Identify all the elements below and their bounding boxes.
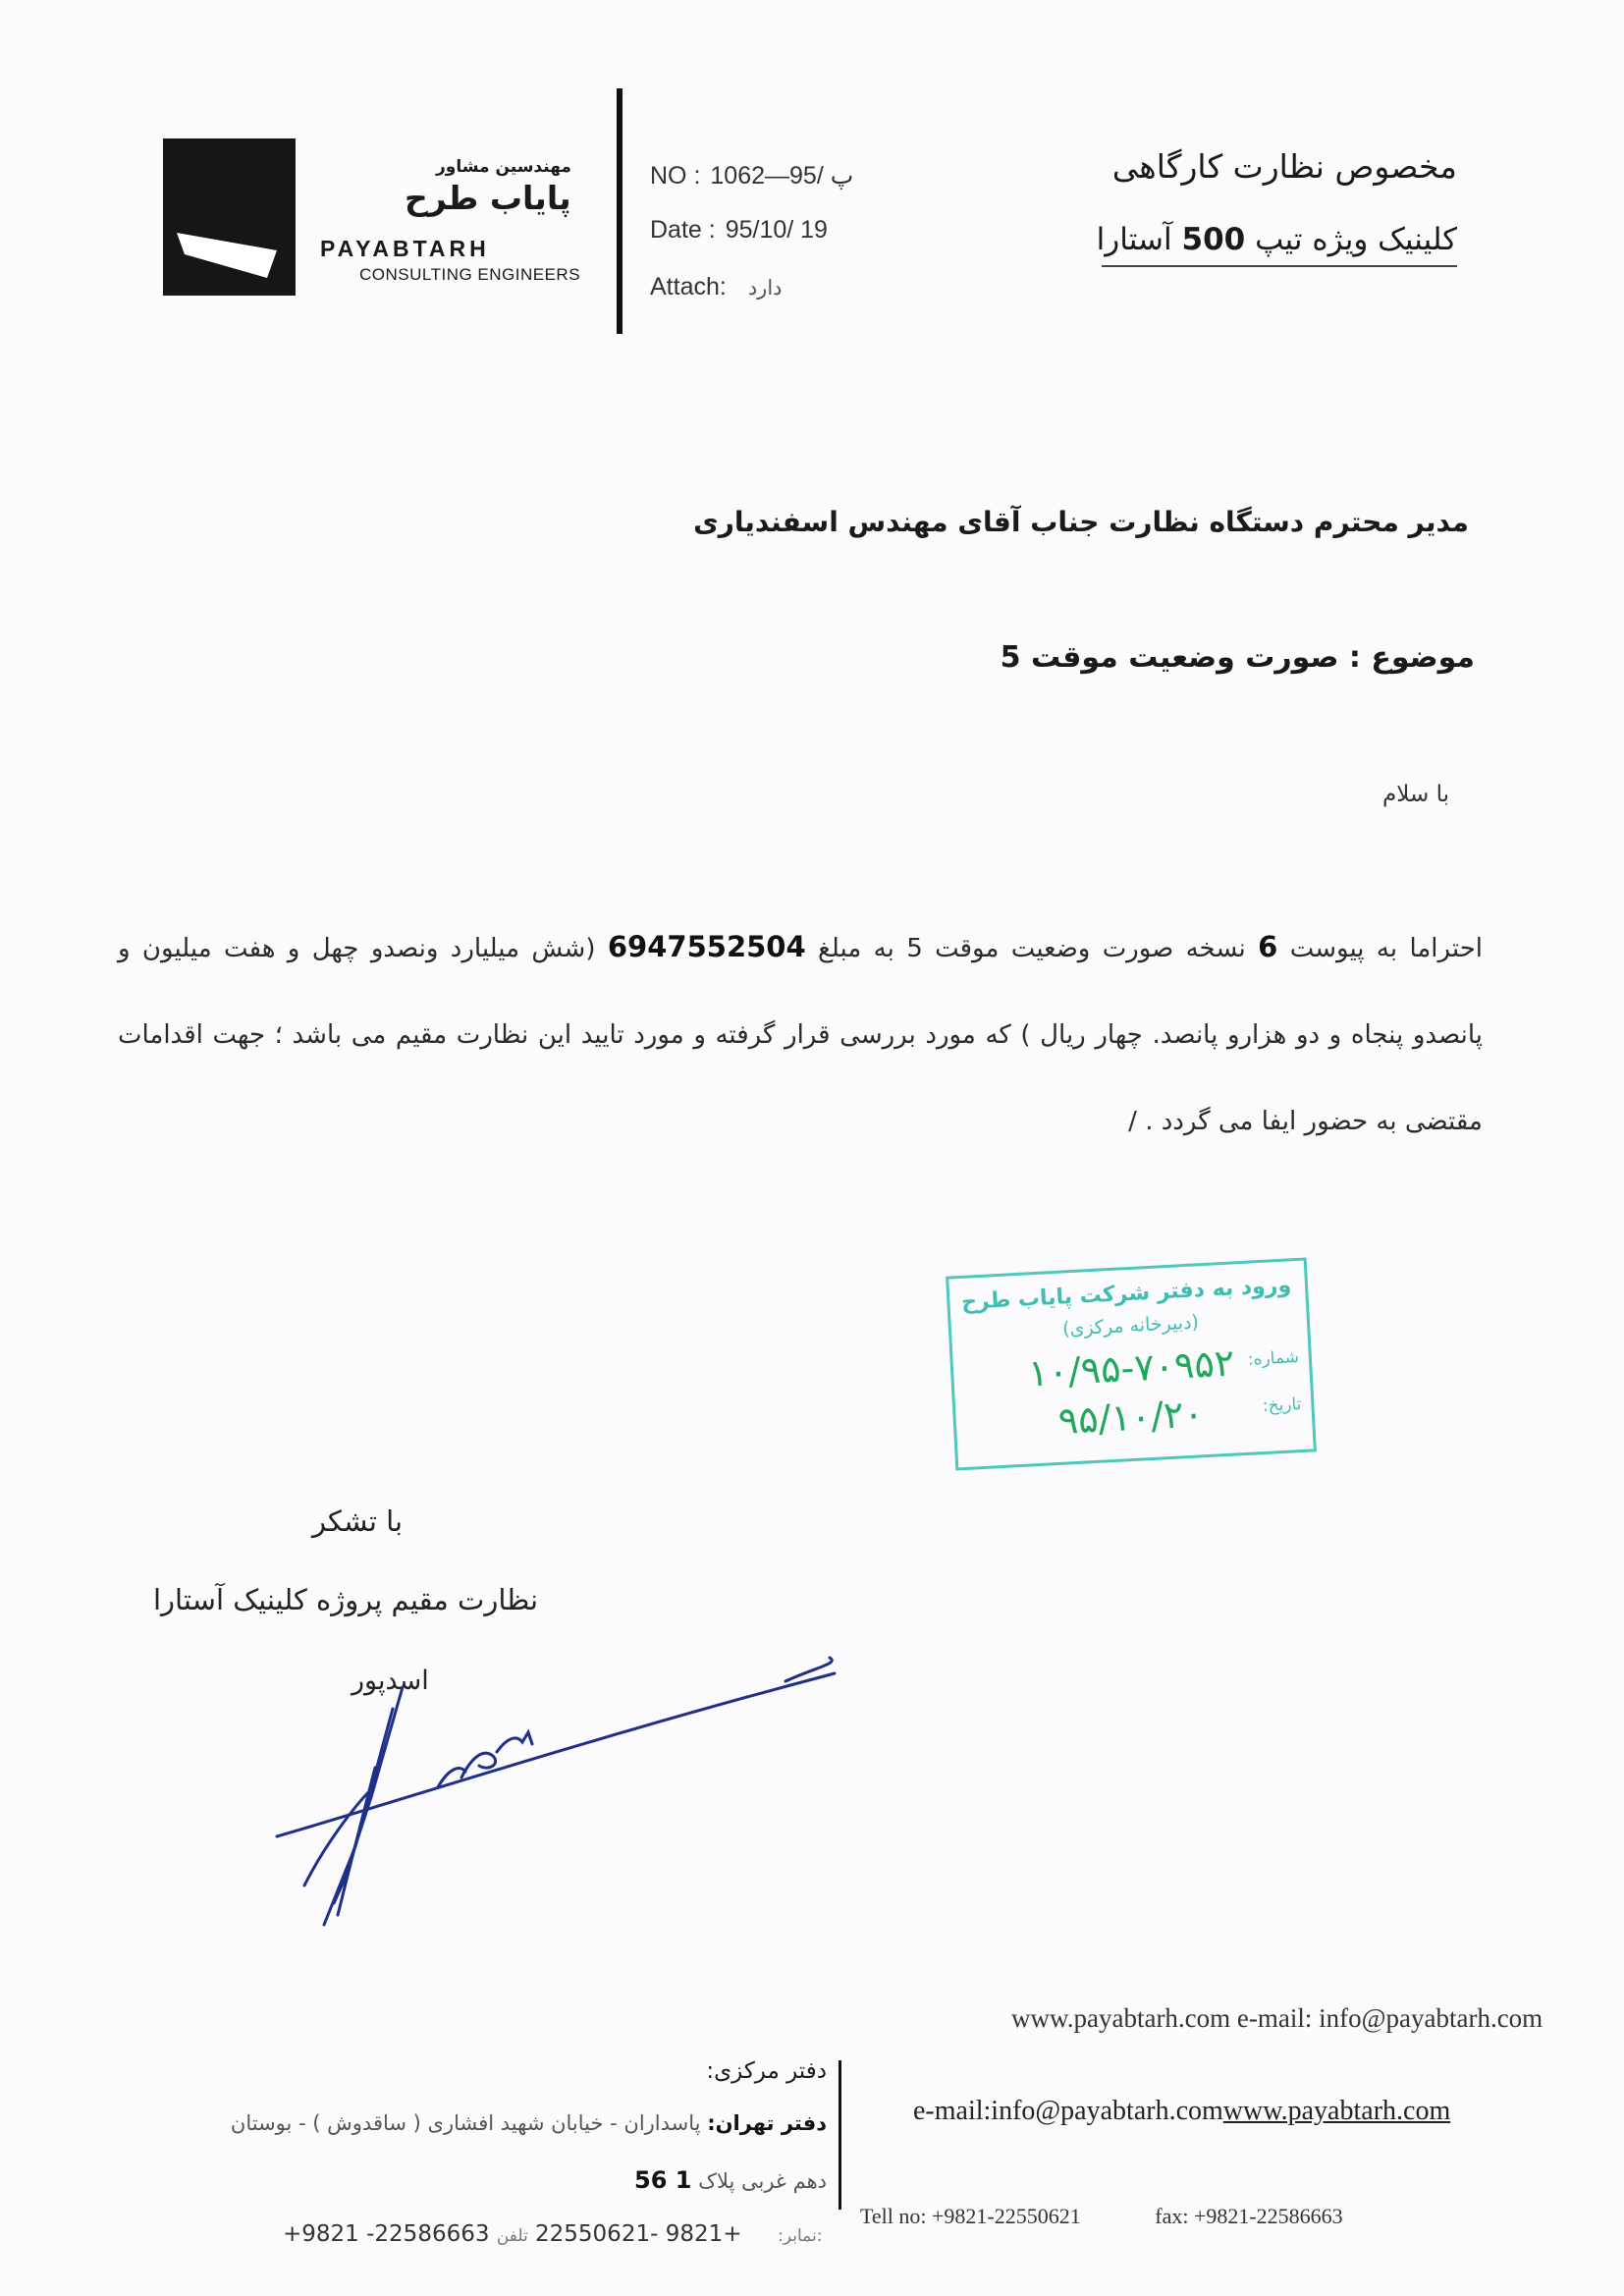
office-address: دفتر تهران: پاسداران - خیابان شهید افشاری ( ساقدوش ) - بوستان	[230, 2111, 827, 2135]
logo-fa-tagline: مهندسین مشاور	[436, 157, 571, 177]
stamp-date: ۹۵/۱۰/۲۰	[1056, 1392, 1205, 1443]
header-underline	[1102, 265, 1457, 267]
footer-divider	[839, 2060, 841, 2210]
attach-label: Attach:	[650, 273, 727, 301]
footer-email[interactable]: e-mail:info@payabtarh.com	[913, 2096, 1223, 2126]
logo-en-name: PAYABTARH	[320, 236, 490, 261]
header-title: مخصوص نظارت کارگاهی	[1111, 147, 1457, 186]
signer-role: نظارت مقیم پروژه کلینیک آستارا	[153, 1583, 539, 1616]
closing-thanks: با تشکر	[312, 1504, 404, 1538]
copy-count: 6	[1258, 930, 1278, 963]
footer-web-email-top: www.payabtarh.com e-mail: info@payabtarh.com	[1011, 2003, 1543, 2033]
company-logo	[163, 138, 296, 296]
header-divider	[617, 88, 623, 334]
logo-mark-icon	[163, 138, 296, 296]
attach-value: دارد	[747, 277, 783, 300]
number-label: NO :	[650, 162, 701, 190]
received-stamp	[946, 1258, 1317, 1471]
amount: 6947552504	[607, 930, 806, 963]
letter-attachment	[650, 273, 783, 301]
office-header: دفتر مرکزی:	[706, 2058, 827, 2084]
header-subtitle-number: 500	[1181, 222, 1246, 257]
stamp-date-label: تاریخ:	[1262, 1394, 1302, 1417]
stamp-number-label: شماره:	[1247, 1347, 1300, 1370]
letter-number	[650, 161, 853, 191]
header-subtitle: کلینیک ویژه تیپ 500 آستارا	[1096, 222, 1457, 257]
footer-phones-en: Tell no: +9821-22550621 fax: +9821-22586663	[860, 2204, 1343, 2228]
letter-date	[650, 216, 828, 245]
signature-icon	[265, 1650, 854, 1944]
footer-phones-fa: +9821 -22586663 نمابر: +9821 -22550621 تلفن:	[283, 2221, 823, 2247]
number-value: پ /95—1062	[710, 162, 854, 190]
date-value: 95/10/ 19	[725, 216, 828, 244]
office-plak: دهم غربی پلاک 1 56	[634, 2166, 827, 2194]
footer-website-link[interactable]: www.payabtarh.com	[1222, 2096, 1451, 2126]
signer-name: اسدپور	[352, 1666, 429, 1696]
greeting: با سلام	[1382, 782, 1449, 807]
logo-en-subtitle: CONSULTING ENGINEERS	[359, 265, 581, 284]
stamp-line2: (دبیرخانه مرکزی)	[1061, 1311, 1200, 1340]
subject: موضوع : صورت وضعیت موقت 5	[1000, 640, 1475, 675]
recipient: مدیر محترم دستگاه نظارت جناب آقای مهندس اسفندیاری	[693, 506, 1469, 538]
letter-body: احتراما به پیوست 6 نسخه صورت وضعیت موقت 5 به مبلغ 6947552504 (شش میلیارد ونصدو چهل و هفت میلیون و پانصدو پنجاه و دو هزارو پانصد. چهار ریال ) که مورد بررسی قرار گرفته و مورد تایید این نظارت مقیم می باشد ؛ جهت اقدامات مقتضی به حضور ایفا می گردد . /	[118, 930, 1484, 1136]
stamp-number: ۱۰/۹۵-۷۰۹۵۲	[1026, 1340, 1236, 1395]
stamp-line1: ورود به دفتر شرکت پایاب طرح	[960, 1273, 1292, 1315]
logo-fa-name: پایاب طرح	[405, 179, 571, 217]
date-label: Date :	[650, 216, 716, 244]
footer-email-web	[913, 2096, 1450, 2127]
